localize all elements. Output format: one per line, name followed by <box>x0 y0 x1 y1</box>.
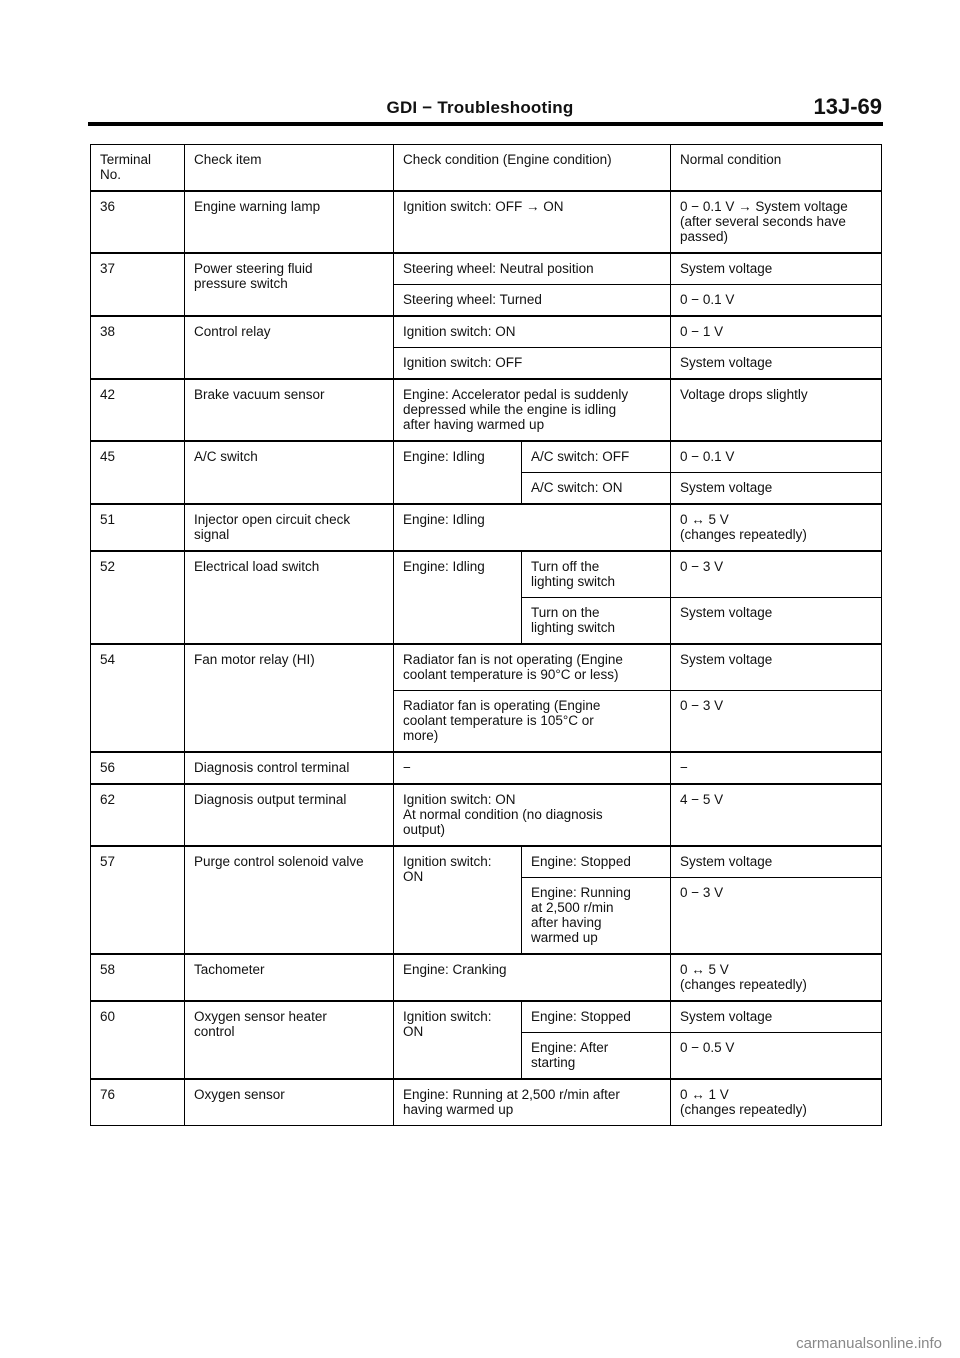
check-item: Oxygen sensor <box>185 1079 394 1126</box>
table-row <box>91 441 882 473</box>
check-condition: Engine: Idling <box>394 441 522 504</box>
check-condition: Steering wheel: Neutral position <box>394 253 671 285</box>
normal-condition: 0 − 0.1 V <box>671 285 882 317</box>
check-condition: Radiator fan is not operating (Engine coolant temperature is 90°C or less) <box>394 644 671 691</box>
check-item: Fan motor relay (HI) <box>185 644 394 752</box>
table-row <box>91 551 882 598</box>
normal-condition: 0 ↔ 5 V (changes repeatedly) <box>671 954 882 1001</box>
table-row <box>91 1079 882 1126</box>
table-row <box>91 846 882 878</box>
normal-condition: System voltage <box>671 846 882 878</box>
check-condition: Steering wheel: Turned <box>394 285 671 317</box>
normal-condition: 0 ↔ 1 V (changes repeatedly) <box>671 1079 882 1126</box>
normal-condition: 0 − 0.1 V <box>671 441 882 473</box>
terminal-no: 45 <box>91 441 185 504</box>
terminal-no: 54 <box>91 644 185 752</box>
check-item: Electrical load switch <box>185 551 394 644</box>
page-title: GDI − Troubleshooting <box>386 98 574 117</box>
normal-condition: System voltage <box>671 253 882 285</box>
table-row <box>91 191 882 253</box>
table-row <box>91 379 882 441</box>
terminal-no: 60 <box>91 1001 185 1079</box>
check-item: Power steering fluid pressure switch <box>185 253 394 316</box>
check-condition: Ignition switch: OFF <box>394 348 671 380</box>
table-row <box>91 504 882 551</box>
normal-condition: 0 ↔ 5 V (changes repeatedly) <box>671 504 882 551</box>
header-rule <box>88 122 883 126</box>
check-sub-condition: Engine: Stopped <box>522 846 671 878</box>
check-sub-condition: A/C switch: ON <box>522 473 671 505</box>
check-item: Injector open circuit check signal <box>185 504 394 551</box>
check-condition: Engine: Cranking <box>394 954 671 1001</box>
normal-condition: − <box>671 752 882 784</box>
header-check-item: Check item <box>185 145 394 192</box>
check-condition: Ignition switch: ON <box>394 316 671 348</box>
check-item: Tachometer <box>185 954 394 1001</box>
check-sub-condition: Engine: Stopped <box>522 1001 671 1033</box>
check-sub-condition: A/C switch: OFF <box>522 441 671 473</box>
table-row <box>91 316 882 348</box>
check-item: Diagnosis control terminal <box>185 752 394 784</box>
check-item: A/C switch <box>185 441 394 504</box>
terminal-no: 56 <box>91 752 185 784</box>
page-number: 13J-69 <box>813 94 882 119</box>
check-item: Brake vacuum sensor <box>185 379 394 441</box>
check-sub-condition: Engine: Running at 2,500 r/min after having warmed up <box>522 878 671 955</box>
terminal-no: 76 <box>91 1079 185 1126</box>
normal-condition: 0 − 3 V <box>671 551 882 598</box>
check-condition: Ignition switch: OFF → ON <box>394 191 671 253</box>
table-row <box>91 954 882 1001</box>
header-check-condition: Check condition (Engine condition) <box>394 145 671 192</box>
check-condition: Ignition switch: ON <box>394 846 522 954</box>
normal-condition: System voltage <box>671 644 882 691</box>
table-row <box>91 784 882 846</box>
check-condition: Radiator fan is operating (Engine coolant temperature is 105°C or more) <box>394 691 671 753</box>
header-normal-condition: Normal condition <box>671 145 882 192</box>
terminal-no: 57 <box>91 846 185 954</box>
normal-condition: 0 − 1 V <box>671 316 882 348</box>
normal-condition: Voltage drops slightly <box>671 379 882 441</box>
watermark-footer: carmanualsonline.info <box>796 1335 942 1352</box>
terminal-no: 37 <box>91 253 185 316</box>
check-condition: Engine: Running at 2,500 r/min after having warmed up <box>394 1079 671 1126</box>
table-row <box>91 1001 882 1033</box>
terminal-no: 58 <box>91 954 185 1001</box>
terminal-no: 52 <box>91 551 185 644</box>
terminal-no: 38 <box>91 316 185 379</box>
check-sub-condition: Engine: After starting <box>522 1033 671 1080</box>
check-condition: Ignition switch: ON At normal condition (no diagnosis output) <box>394 784 671 846</box>
normal-condition: 0 − 3 V <box>671 878 882 955</box>
check-item: Engine warning lamp <box>185 191 394 253</box>
table-row <box>91 752 882 784</box>
table-row <box>91 644 882 691</box>
table-row <box>91 253 882 285</box>
normal-condition: 0 − 3 V <box>671 691 882 753</box>
check-condition: Engine: Idling <box>394 504 671 551</box>
terminal-no: 36 <box>91 191 185 253</box>
normal-condition: System voltage <box>671 348 882 380</box>
table-header-row <box>91 145 882 192</box>
check-item: Oxygen sensor heater control <box>185 1001 394 1079</box>
normal-condition: 0 − 0.5 V <box>671 1033 882 1080</box>
terminal-no: 62 <box>91 784 185 846</box>
check-condition: Engine: Accelerator pedal is suddenly depressed while the engine is idling after having warmed up <box>394 379 671 441</box>
normal-condition: 0 − 0.1 V → System voltage (after several seconds have passed) <box>671 191 882 253</box>
check-condition: Engine: Idling <box>394 551 522 644</box>
normal-condition: System voltage <box>671 1001 882 1033</box>
check-sub-condition: Turn off the lighting switch <box>522 551 671 598</box>
check-item: Control relay <box>185 316 394 379</box>
header-terminal-no: Terminal No. <box>91 145 185 192</box>
check-condition: − <box>394 752 671 784</box>
check-item: Diagnosis output terminal <box>185 784 394 846</box>
terminal-check-table <box>90 144 882 1126</box>
terminal-no: 42 <box>91 379 185 441</box>
terminal-no: 51 <box>91 504 185 551</box>
normal-condition: System voltage <box>671 473 882 505</box>
normal-condition: System voltage <box>671 598 882 645</box>
normal-condition: 4 − 5 V <box>671 784 882 846</box>
check-item: Purge control solenoid valve <box>185 846 394 954</box>
check-condition: Ignition switch: ON <box>394 1001 522 1079</box>
check-sub-condition: Turn on the lighting switch <box>522 598 671 645</box>
